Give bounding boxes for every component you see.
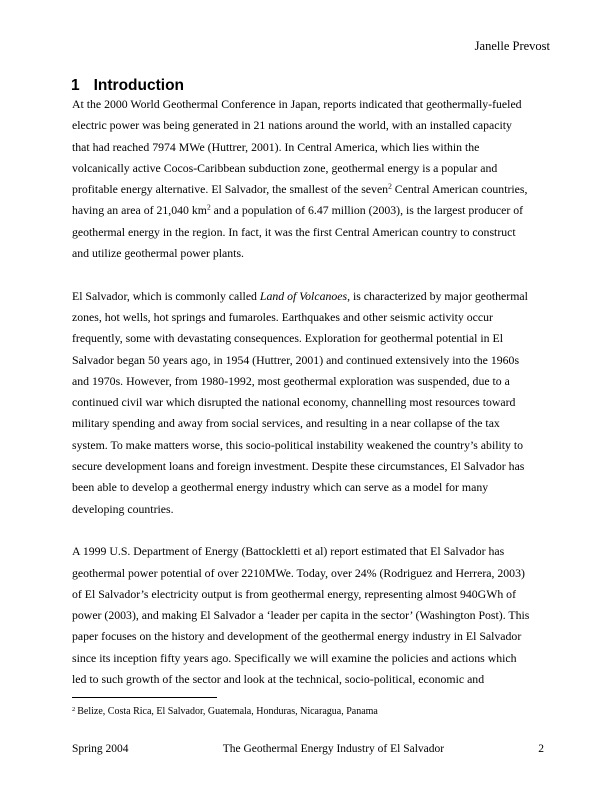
paragraph (72, 541, 546, 690)
section-heading (71, 76, 184, 95)
paragraph (72, 94, 546, 264)
text-line: continued civil war which disrupted the national economy, channelling most resources toward (72, 395, 516, 410)
footnote-marker: 2 (72, 705, 76, 713)
text-line: system. To make matters worse, this socio-political instability weakened the country’s ability to (72, 437, 524, 452)
text-line: Salvador began 50 years ago, in 1954 (Huttrer, 2001) and continued extensively into the 1960s (72, 352, 520, 367)
paragraph (72, 286, 546, 520)
text-line: developing countries. (72, 501, 174, 516)
body-paragraphs (72, 94, 546, 690)
text-line: secure development loans and foreign investment. Despite these circumstances, El Salvador has (72, 459, 525, 474)
text-line: and utilize geothermal power plants. (72, 246, 244, 261)
text-line: A 1999 U.S. Department of Energy (Battockletti et al) report estimated that El Salvador has (72, 544, 505, 559)
author-header: Janelle Prevost (474, 39, 550, 53)
text-line: and 1970s. However, from 1980-1992, most geothermal exploration was suspended, due to a (72, 373, 510, 388)
footnote-separator (72, 697, 217, 698)
section-title: Introduction (93, 77, 185, 94)
section-number: 1 (71, 77, 80, 94)
text-line: been able to develop a geothermal energy industry which can serve as a model for many (72, 480, 489, 495)
text-line: volcanically active Cocos-Caribbean subduction zone, geothermal energy is a popular and (72, 160, 498, 175)
text-line: having an area of 21,040 $km^2$ and a population of 6.47 million (2003), is the largest producer of (72, 202, 524, 218)
text-line: since its inception fifty years ago. Specifically we will examine the policies and actions which (72, 650, 517, 665)
footnote-text: Belize, Costa Rica, El Salvador, Guatemala, Honduras, Nicaragua, Panama (77, 706, 378, 717)
text-line: power (2003), and making El Salvador a ‘leader per capita in the sector’ (Washington Post). This (72, 608, 530, 623)
text-line: paper focuses on the history and development of the geothermal energy industry in El Salvador (72, 629, 522, 644)
text-line: electric power was being generated in 21 nations around the world, with an installed capacity (72, 118, 512, 133)
text-line: military spending and away from social services, and resulting in a near collapse of the tax (72, 416, 500, 431)
text-line: geothermal energy in the region. In fact, it was the first Central American country to construct (72, 224, 516, 239)
text-line: geothermal power potential of over 2210MWe. Today, over 24% (Rodriguez and Herrera, 2003) (72, 565, 525, 580)
footer-page-number: 2 (538, 743, 544, 755)
text-line: led to such growth of the sector and look at the technical, socio-political, economic and (72, 672, 485, 687)
text-line: zones, hot wells, hot springs and fumaroles. Earthquakes and other seismic activity occur (72, 309, 493, 324)
footer-title: The Geothermal Energy Industry of El Salvador (222, 743, 445, 755)
text-line: of El Salvador’s electricity output is from geothermal energy, representing almost 940GWh of (72, 586, 517, 601)
text-line: At the 2000 World Geothermal Conference in Japan, reports indicated that geothermally-fueled (72, 97, 522, 111)
footnote (72, 704, 546, 719)
footer-date: Spring 2004 (72, 743, 129, 755)
text-line: that had reached 7974 MWe (Huttrer, 2001). In Central America, which lies within the (72, 139, 480, 154)
text-line: El Salvador, which is commonly called Land of Volcanoes, is characterized by major geothermal (72, 288, 528, 303)
text-line: profitable energy alternative. El Salvador, the smallest of the seven$^2$ Central American countries, (72, 181, 528, 197)
page-footer (72, 742, 544, 756)
text-line: frequently, some with devastating consequences. Exploration for geothermal potential in El (72, 331, 504, 346)
